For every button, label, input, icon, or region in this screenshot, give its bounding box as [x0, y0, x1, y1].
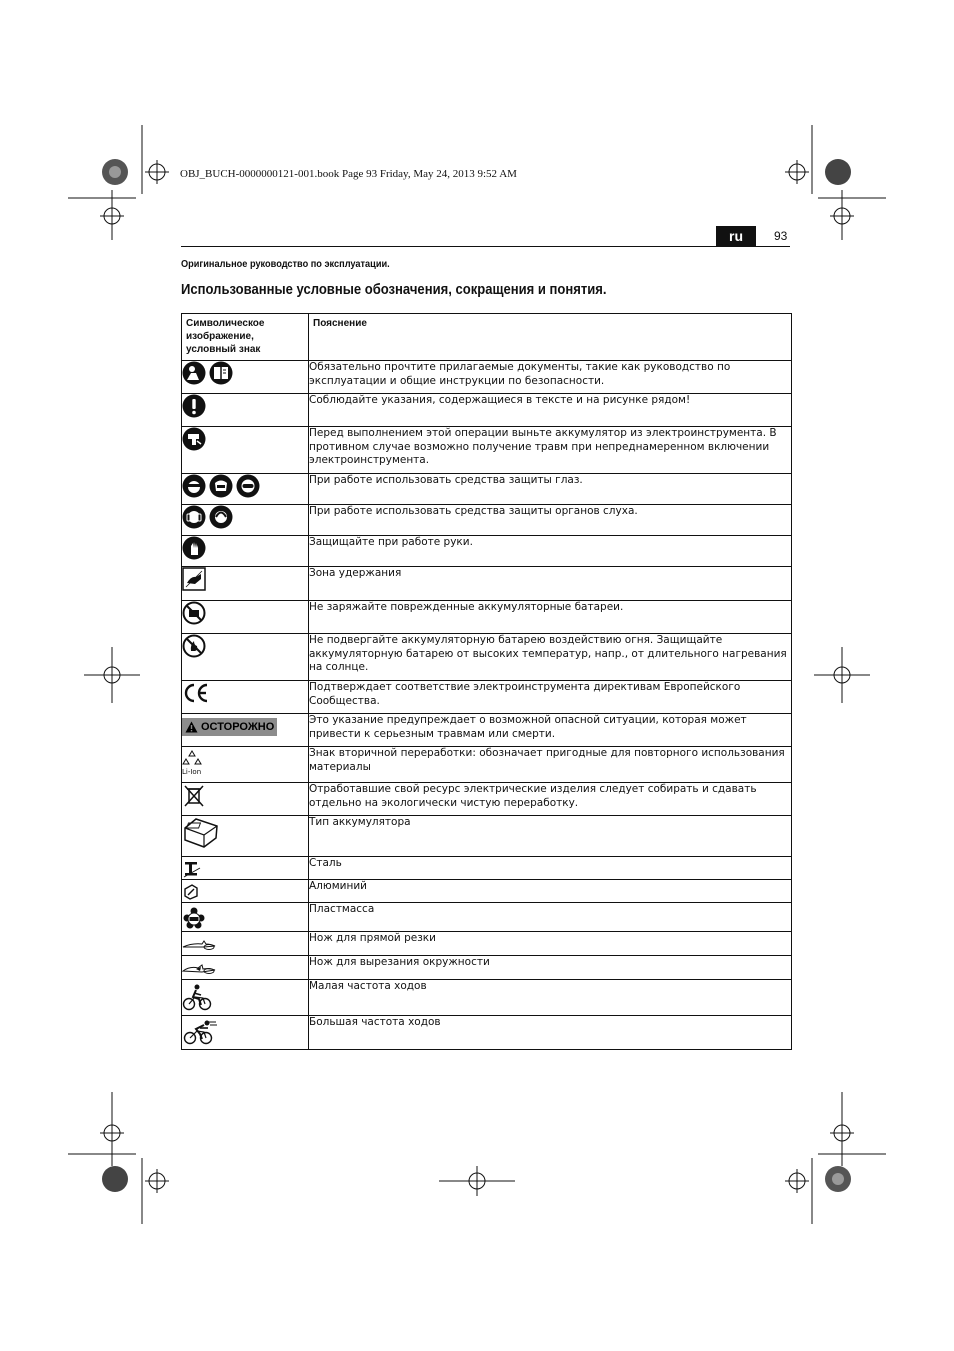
manual-book-icon	[209, 361, 233, 385]
remove-battery-icon	[182, 427, 206, 451]
meaning-cell: Малая частота ходов	[309, 980, 792, 1016]
plastic-icon	[182, 906, 206, 930]
grip-zone-icon	[182, 567, 206, 591]
meaning-cell: Большая частота ходов	[309, 1016, 792, 1050]
battery-pack-icon	[182, 816, 220, 850]
table-row	[182, 783, 792, 816]
li-ion-label: Li-Ion	[182, 768, 202, 776]
page-number: 93	[774, 229, 788, 243]
print-info: OBJ_BUCH-0000000121-001.book Page 93 Friday, May 24, 2013 9:52 AM	[180, 168, 517, 180]
high-stroke-icon	[182, 1019, 218, 1045]
meaning-cell: Перед выполнением этой операции выньте аккумулятор из электроинструмента. В противном случае возможно получение травм при непреднамеренном включении электроинструмента.	[309, 427, 792, 474]
section-title: Использованные условные обозначения, сокращения и понятия.	[181, 282, 607, 298]
low-stroke-icon	[182, 983, 212, 1011]
meaning-cell: Знак вторичной переработки: обозначает пригодные для повторного использования материалы	[309, 747, 792, 783]
no-fire-battery-icon	[182, 634, 206, 658]
table-row	[182, 747, 792, 783]
table-row	[182, 394, 792, 427]
table-row	[182, 505, 792, 536]
symbol-cell	[182, 932, 309, 956]
symbol-cell	[182, 956, 309, 980]
ce-mark-icon	[182, 681, 210, 705]
header-rule	[181, 246, 790, 247]
face-shield-icon	[209, 474, 233, 498]
symbols-table	[181, 313, 792, 1050]
symbol-cell	[182, 634, 309, 681]
table-row	[182, 816, 792, 857]
table-row	[182, 980, 792, 1016]
symbol-cell	[182, 747, 309, 783]
meaning-cell: Обязательно прочтите прилагаемые документы, такие как руководство по эксплуатации и общие инструкции по безопасности.	[309, 361, 792, 394]
hand-protection-icon	[182, 536, 206, 560]
warning-badge-label: ОСТОРОЖНО	[201, 721, 275, 733]
read-manual-icon	[182, 361, 206, 385]
table-row	[182, 634, 792, 681]
symbol-cell	[182, 903, 309, 932]
table-row	[182, 857, 792, 880]
table-row	[182, 880, 792, 903]
symbol-cell	[182, 474, 309, 505]
table-row	[182, 956, 792, 980]
table-row	[182, 714, 792, 747]
language-badge: ru	[716, 226, 756, 246]
warning-badge	[182, 718, 277, 736]
ear-muffs-icon	[209, 505, 233, 529]
meaning-cell: Нож для прямой резки	[309, 932, 792, 956]
col-header-meaning: Пояснение	[309, 314, 792, 361]
symbol-cell	[182, 1016, 309, 1050]
meaning-cell: Нож для вырезания окружности	[309, 956, 792, 980]
symbol-cell	[182, 394, 309, 427]
table-row	[182, 474, 792, 505]
meaning-cell: При работе использовать средства защиты глаз.	[309, 474, 792, 505]
symbol-cell	[182, 880, 309, 903]
table-row	[182, 427, 792, 474]
meaning-cell: Соблюдайте указания, содержащиеся в тексте и на рисунке рядом!	[309, 394, 792, 427]
symbol-cell	[182, 980, 309, 1016]
table-row	[182, 601, 792, 634]
meaning-cell: При работе использовать средства защиты органов слуха.	[309, 505, 792, 536]
meaning-cell: Зона удержания	[309, 567, 792, 601]
symbol-cell	[182, 536, 309, 567]
recycling-icon	[182, 749, 202, 767]
table-row	[182, 536, 792, 567]
meaning-cell: Это указание предупреждает о возможной опасной ситуации, которая может привести к серьезным травмам или смерти.	[309, 714, 792, 747]
table-row	[182, 903, 792, 932]
symbol-cell	[182, 505, 309, 536]
meaning-cell: Не подвергайте аккумуляторную батарею воздействию огня. Защищайте аккумуляторную батарею от высоких температур, напр., от длительного нагревания на солнце.	[309, 634, 792, 681]
table-header-row	[182, 314, 792, 361]
ear-protection-icon	[182, 505, 206, 529]
symbol-cell	[182, 783, 309, 816]
meaning-cell: Тип аккумулятора	[309, 816, 792, 857]
attention-icon	[182, 394, 206, 418]
meaning-cell: Подтверждает соответствие электроинструмента директивам Европейского Сообщества.	[309, 681, 792, 714]
symbol-cell	[182, 816, 309, 857]
table-row	[182, 932, 792, 956]
col-header-symbol: Символическое изображение, условный знак	[182, 314, 309, 361]
meaning-cell: Не заряжайте поврежденные аккумуляторные батареи.	[309, 601, 792, 634]
crossed-bin-icon	[182, 783, 206, 807]
table-row	[182, 681, 792, 714]
symbol-cell	[182, 857, 309, 880]
symbol-cell	[182, 681, 309, 714]
symbol-cell	[182, 427, 309, 474]
symbol-cell	[182, 714, 309, 747]
table-row	[182, 361, 792, 394]
meaning-cell: Сталь	[309, 857, 792, 880]
curve-blade-icon	[182, 963, 216, 975]
manual-subtitle: Оригинальное руководство по эксплуатации.	[181, 259, 390, 270]
steel-icon	[182, 860, 202, 878]
symbol-cell	[182, 567, 309, 601]
no-charge-damaged-battery-icon	[182, 601, 206, 625]
meaning-cell: Отработавшие свой ресурс электрические изделия следует собирать и сдавать отдельно на экологически чистую переработку.	[309, 783, 792, 816]
meaning-cell: Алюминий	[309, 880, 792, 903]
warning-triangle-icon	[185, 721, 198, 733]
eye-protection-icon	[182, 474, 206, 498]
symbol-cell	[182, 601, 309, 634]
meaning-cell: Пластмасса	[309, 903, 792, 932]
aluminium-icon	[182, 883, 202, 901]
table-row	[182, 1016, 792, 1050]
goggles-icon	[236, 474, 260, 498]
symbol-cell	[182, 361, 309, 394]
straight-blade-icon	[182, 939, 216, 951]
meaning-cell: Защищайте при работе руки.	[309, 536, 792, 567]
table-row	[182, 567, 792, 601]
